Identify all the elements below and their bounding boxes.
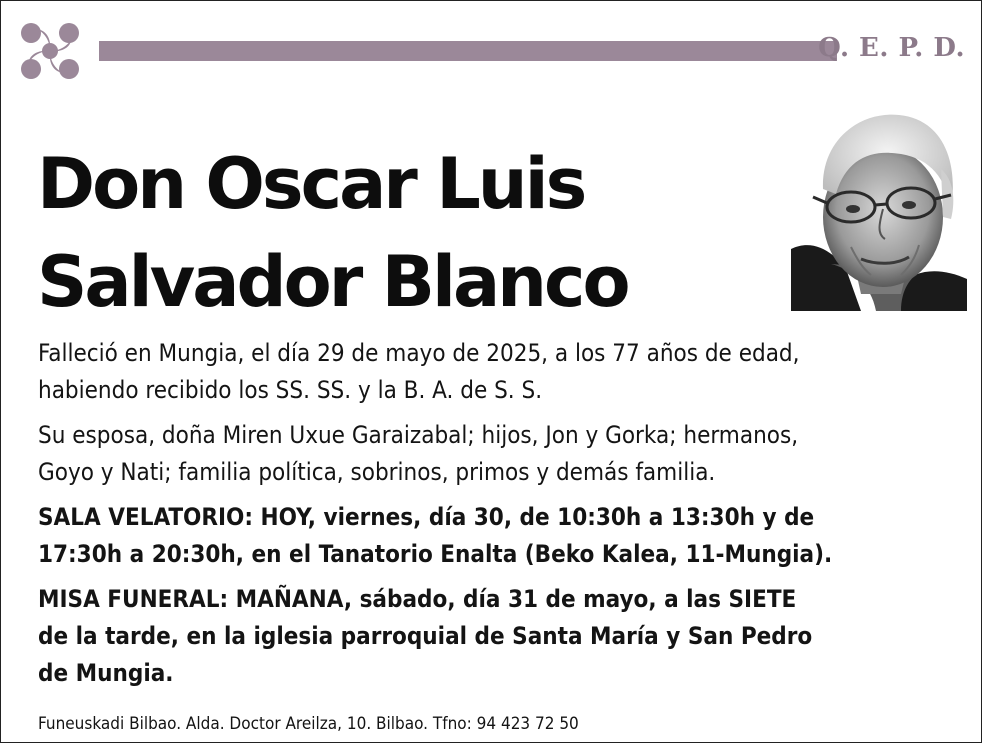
family-line-2: Goyo y Nati; familia política, sobrinos, primos y demás familia. (38, 458, 716, 486)
funeral-home-footer: Funeuskadi Bilbao. Alda. Doctor Areilza, 10. Bilbao. Tfno: 94 423 72 50 (38, 714, 579, 734)
qepd-badge: Q. E. P. D. (818, 33, 965, 63)
wake-line-2: 17:30h a 20:30h, en el Tanatorio Enalta (Beko Kalea, 11-Mungia). (38, 540, 833, 568)
death-line-1: Falleció en Mungia, el día 29 de mayo de 2025, a los 77 años de edad, (38, 339, 800, 367)
name-line-1: Don Oscar Luis (37, 143, 585, 225)
wake-paragraph (38, 499, 958, 573)
lauburu-icon (9, 11, 91, 91)
header-rule (99, 41, 837, 61)
mass-line-3: de Mungia. (38, 659, 174, 687)
mass-paragraph (38, 581, 958, 692)
wake-line-1: SALA VELATORIO: HOY, viernes, día 30, de 10:30h a 13:30h y de (38, 503, 815, 531)
death-line-2: habiendo recibido los SS. SS. y la B. A. de S. S. (38, 376, 543, 404)
death-paragraph (38, 335, 958, 409)
family-line-1: Su esposa, doña Miren Uxue Garaizabal; hijos, Jon y Gorka; hermanos, (38, 421, 799, 449)
family-paragraph (38, 417, 958, 491)
obituary-body (38, 335, 958, 700)
name-line-2: Salvador Blanco (37, 241, 628, 323)
deceased-name (37, 135, 757, 331)
portrait-photo (791, 99, 967, 311)
mass-line-2: de la tarde, en la iglesia parroquial de Santa María y San Pedro (38, 622, 813, 650)
mass-line-1: MISA FUNERAL: MAÑANA, sábado, día 31 de mayo, a las SIETE (38, 585, 797, 613)
